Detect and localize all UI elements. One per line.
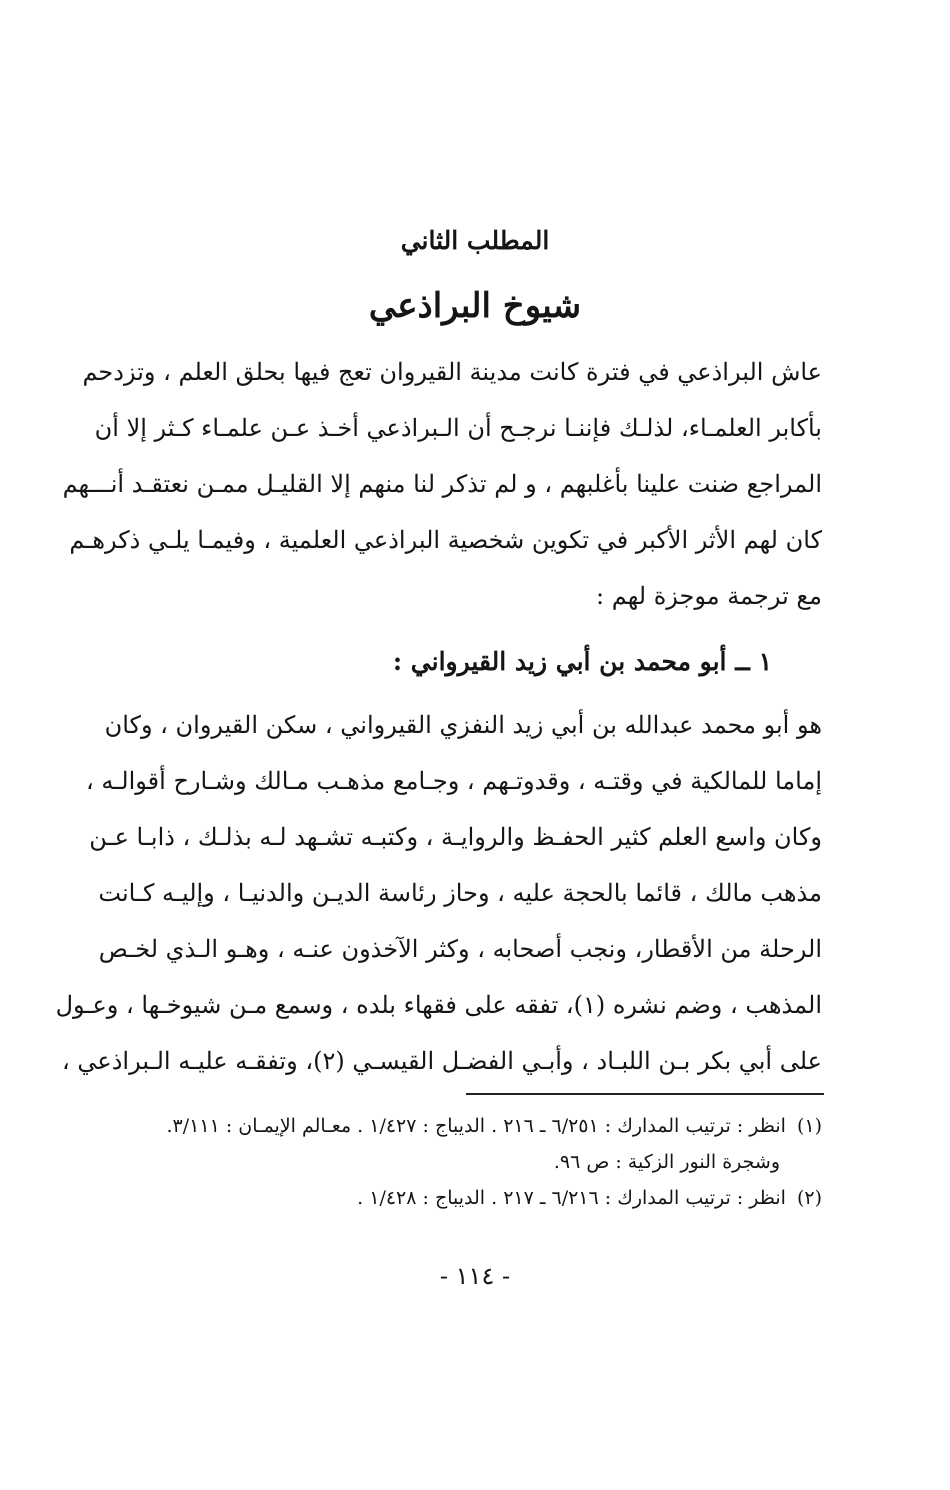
footnote-1-continuation: وشجرة النور الزكية : ص ٩٦. xyxy=(553,1151,780,1173)
footnote-text: انظر : ترتيب المدارك : ٦/٢٥١ ـ ٢١٦ . الديباج : ١/٤٢٧ . معـالم الإيمـان : ٣/١١١. xyxy=(166,1115,786,1137)
footnote-number: (٢) xyxy=(796,1187,822,1209)
biography-paragraph xyxy=(55,697,822,1089)
text-line: المراجع ضنت علينا بأغلبهم ، و لم تذكر لنا منهم إلا القليـل ممـن نعتقـد أنـــهم xyxy=(62,470,822,498)
scholar-subheading: ١ ــ أبو محمد بن أبي زيد القيرواني : xyxy=(392,647,772,676)
text-line: الرحلة من الأقطار، ونجب أصحابه ، وكثر الآخذون عنـه ، وهـو الـذي لخـص xyxy=(98,935,822,963)
page-number: - ١١٤ - xyxy=(439,1262,511,1290)
text-line: بأكابر العلمـاء، لذلـك فإننـا نرجـح أن الـبراذعي أخـذ عـن علمـاء كـثر إلا أن xyxy=(94,414,822,442)
text-line: مذهب مالك ، قائما بالحجة عليه ، وحاز رئاسة الديـن والدنيـا ، وإليـه كـانت xyxy=(98,879,822,907)
text-line: عاش البراذعي في فترة كانت مدينة القيروان تعج فيها بحلق العلم ، وتزدحم xyxy=(82,358,822,386)
text-line: هو أبو محمد عبدالله بن أبي زيد النفزي القيرواني ، سكن القيروان ، وكان xyxy=(104,711,822,739)
footnote-1 xyxy=(110,1108,822,1144)
text-line: المذهب ، وضم نشره (١)، تفقه على فقهاء بلده ، وسمع مـن شيوخـها ، وعـول xyxy=(55,991,822,1019)
footnote-number: (١) xyxy=(796,1115,822,1137)
footnotes xyxy=(110,1108,822,1216)
section-title: شيوخ البراذعي xyxy=(368,286,582,326)
intro-paragraph xyxy=(62,344,822,624)
text-line: إماما للمالكية في وقتـه ، وقدوتـهم ، وجـامع مذهـب مـالك وشـارح أقوالـه ، xyxy=(86,767,822,795)
text-line: على أبي بكر بـن اللبـاد ، وأبـي الفضـل القيسـي (٢)، وتفقـه عليـه الـبراذعي ، xyxy=(62,1047,822,1075)
section-label: المطلب الثاني xyxy=(400,226,550,255)
footnote-text: انظر : ترتيب المدارك : ٦/٢١٦ ـ ٢١٧ . الديباج : ١/٤٢٨ . xyxy=(357,1187,786,1209)
text-line: كان لهم الأثر الأكبر في تكوين شخصية البراذعي العلمية ، وفيمـا يلـي ذكرهـم xyxy=(69,526,822,554)
text-line: مع ترجمة موجزة لهم : xyxy=(596,582,822,610)
footnote-separator xyxy=(466,1093,824,1095)
text-line: وكان واسع العلم كثير الحفـظ والروايـة ، وكتبـه تشـهد لـه بذلـك ، ذابـا عـن xyxy=(89,823,822,851)
footnote-2 xyxy=(110,1180,822,1216)
